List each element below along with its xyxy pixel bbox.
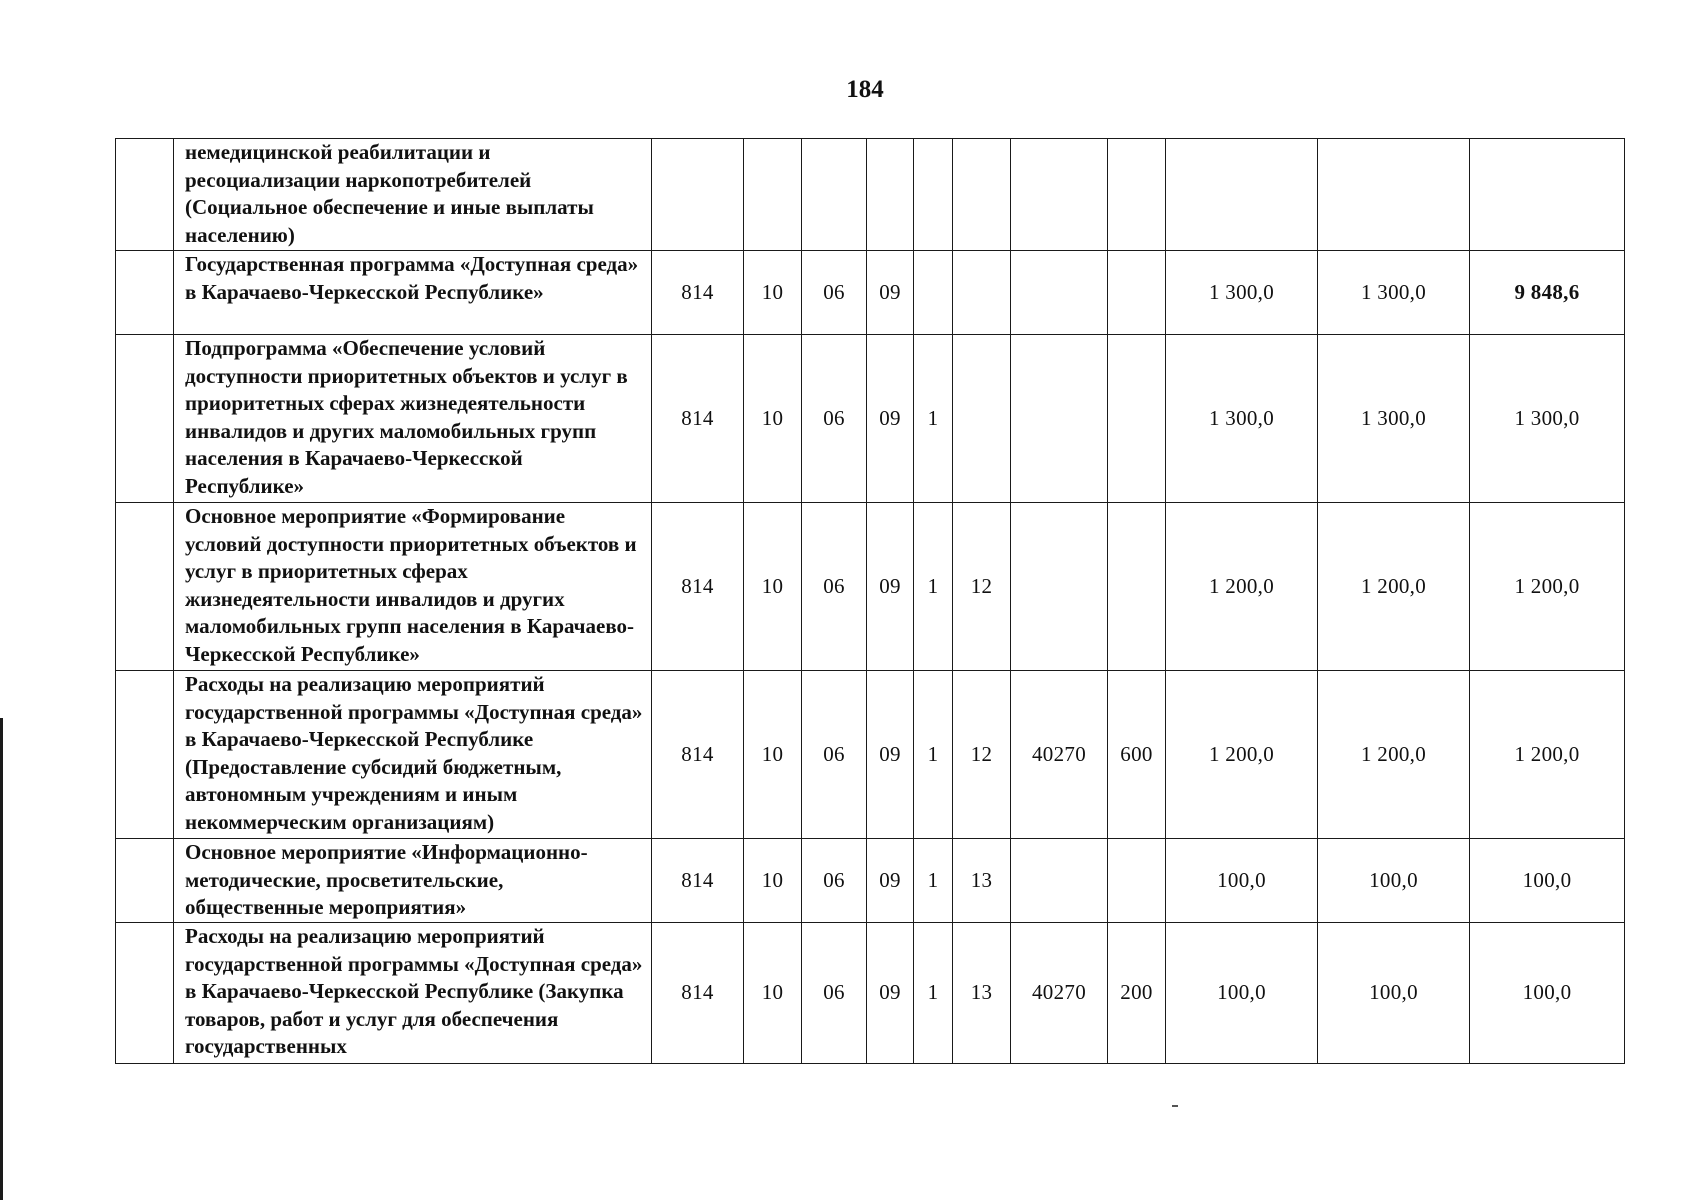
section-code: 10 xyxy=(744,923,802,1064)
amount-2: 1 300,0 xyxy=(1318,251,1470,335)
program-code: 09 xyxy=(867,839,914,923)
amount-1: 100,0 xyxy=(1166,839,1318,923)
amount-3: 9 848,6 xyxy=(1470,251,1625,335)
direction-code xyxy=(1011,335,1108,503)
subprogram-code: 1 xyxy=(914,671,953,839)
ministry-code: 814 xyxy=(652,335,744,503)
ministry-code: 814 xyxy=(652,671,744,839)
activity-code: 12 xyxy=(953,503,1011,671)
expense-type-code: 600 xyxy=(1108,671,1166,839)
table-row xyxy=(116,335,1625,503)
section-code: 10 xyxy=(744,503,802,671)
table-row xyxy=(116,139,1625,251)
section-code: 10 xyxy=(744,671,802,839)
subprogram-code: 1 xyxy=(914,923,953,1064)
row-index-cell xyxy=(116,923,174,1064)
section-code xyxy=(744,139,802,251)
section-code: 10 xyxy=(744,251,802,335)
row-index-cell xyxy=(116,251,174,335)
amount-3: 100,0 xyxy=(1470,839,1625,923)
row-index-cell xyxy=(116,335,174,503)
amount-3: 1 300,0 xyxy=(1470,335,1625,503)
subsection-code: 06 xyxy=(802,923,867,1064)
amount-1: 100,0 xyxy=(1166,923,1318,1064)
budget-table xyxy=(115,138,1625,1064)
subprogram-code xyxy=(914,251,953,335)
row-name: Расходы на реализацию мероприятий государственной программы «Доступная среда» в Карачаево-Черкесской Республике (Предоставление субсидий бюджетным, автономным учреждениям и иным некоммерческим организациям) xyxy=(174,671,652,839)
amount-2 xyxy=(1318,139,1470,251)
activity-code xyxy=(953,139,1011,251)
expense-type-code xyxy=(1108,335,1166,503)
direction-code: 40270 xyxy=(1011,671,1108,839)
amount-1 xyxy=(1166,139,1318,251)
expense-type-code xyxy=(1108,503,1166,671)
row-name: немедицинской реабилитации и ресоциализации наркопотребителей (Социальное обеспечение и иные выплаты населению) xyxy=(174,139,652,251)
subsection-code: 06 xyxy=(802,839,867,923)
table-row xyxy=(116,671,1625,839)
ministry-code: 814 xyxy=(652,923,744,1064)
activity-code xyxy=(953,335,1011,503)
expense-type-code: 200 xyxy=(1108,923,1166,1064)
amount-2: 1 200,0 xyxy=(1318,503,1470,671)
direction-code xyxy=(1011,139,1108,251)
row-index-cell xyxy=(116,503,174,671)
row-name: Государственная программа «Доступная среда» в Карачаево-Черкесской Республике» xyxy=(174,251,652,335)
ministry-code: 814 xyxy=(652,503,744,671)
subsection-code xyxy=(802,139,867,251)
amount-2: 1 300,0 xyxy=(1318,335,1470,503)
row-name: Основное мероприятие «Информационно-методические, просветительские, общественные мероприятия» xyxy=(174,839,652,923)
program-code: 09 xyxy=(867,335,914,503)
amount-2: 1 200,0 xyxy=(1318,671,1470,839)
row-name: Расходы на реализацию мероприятий государственной программы «Доступная среда» в Карачаево-Черкесской Республике (Закупка товаров, работ и услуг для обеспечения государственных xyxy=(174,923,652,1064)
amount-2: 100,0 xyxy=(1318,839,1470,923)
amount-1: 1 300,0 xyxy=(1166,335,1318,503)
activity-code xyxy=(953,251,1011,335)
program-code: 09 xyxy=(867,251,914,335)
scan-edge-mark xyxy=(0,718,3,1200)
section-code: 10 xyxy=(744,839,802,923)
expense-type-code xyxy=(1108,839,1166,923)
program-code: 09 xyxy=(867,671,914,839)
subsection-code: 06 xyxy=(802,671,867,839)
row-index-cell xyxy=(116,139,174,251)
section-code: 10 xyxy=(744,335,802,503)
row-name: Подпрограмма «Обеспечение условий доступности приоритетных объектов и услуг в приоритетных сферах жизнедеятельности инвалидов и других маломобильных групп населения в Карачаево-Черкесской Республике» xyxy=(174,335,652,503)
subsection-code: 06 xyxy=(802,503,867,671)
ministry-code: 814 xyxy=(652,839,744,923)
amount-3: 100,0 xyxy=(1470,923,1625,1064)
amount-3: 1 200,0 xyxy=(1470,671,1625,839)
subprogram-code: 1 xyxy=(914,839,953,923)
table-row xyxy=(116,503,1625,671)
expense-type-code xyxy=(1108,251,1166,335)
subprogram-code: 1 xyxy=(914,503,953,671)
direction-code: 40270 xyxy=(1011,923,1108,1064)
expense-type-code xyxy=(1108,139,1166,251)
ministry-code xyxy=(652,139,744,251)
ministry-code: 814 xyxy=(652,251,744,335)
amount-3: 1 200,0 xyxy=(1470,503,1625,671)
amount-2: 100,0 xyxy=(1318,923,1470,1064)
table-row xyxy=(116,839,1625,923)
program-code: 09 xyxy=(867,923,914,1064)
amount-1: 1 200,0 xyxy=(1166,671,1318,839)
activity-code: 13 xyxy=(953,839,1011,923)
row-index-cell xyxy=(116,839,174,923)
amount-3 xyxy=(1470,139,1625,251)
direction-code xyxy=(1011,839,1108,923)
table-row xyxy=(116,923,1625,1064)
row-name: Основное мероприятие «Формирование условий доступности приоритетных объектов и услуг в приоритетных сферах жизнедеятельности инвалидов и других маломобильных групп населения в Карачаево-Черкесской Республике» xyxy=(174,503,652,671)
activity-code: 12 xyxy=(953,671,1011,839)
amount-1: 1 200,0 xyxy=(1166,503,1318,671)
program-code xyxy=(867,139,914,251)
program-code: 09 xyxy=(867,503,914,671)
subsection-code: 06 xyxy=(802,251,867,335)
subsection-code: 06 xyxy=(802,335,867,503)
subprogram-code xyxy=(914,139,953,251)
activity-code: 13 xyxy=(953,923,1011,1064)
table-row xyxy=(116,251,1625,335)
amount-1: 1 300,0 xyxy=(1166,251,1318,335)
scan-speck xyxy=(1172,1105,1178,1107)
page-number: 184 xyxy=(846,76,884,103)
subprogram-code: 1 xyxy=(914,335,953,503)
direction-code xyxy=(1011,503,1108,671)
row-index-cell xyxy=(116,671,174,839)
direction-code xyxy=(1011,251,1108,335)
